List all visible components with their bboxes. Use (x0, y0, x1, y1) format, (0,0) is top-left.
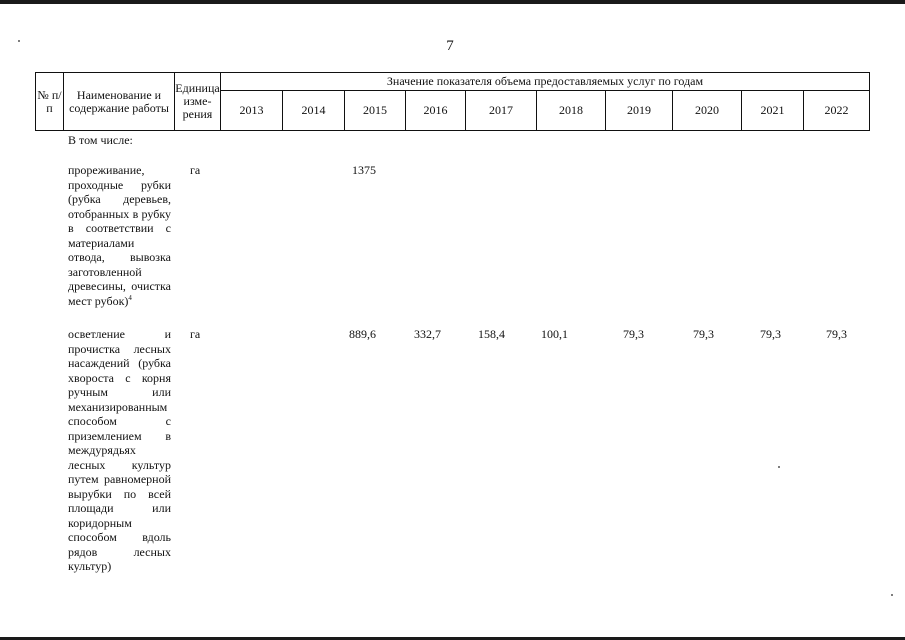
row-2-name: осветление и прочистка лесных насаждений (рубка хвороста с корня ручным или механизированным способом с приземлением в междурядьях лесных культур путем равномерной вырубки по всей площади или коридорным способом вдоль рядов лесных культур) (68, 327, 171, 573)
header-year: 2018 (537, 91, 606, 131)
row-2-value-2018: 100,1 (541, 327, 568, 341)
row-2-value-2017: 158,4 (478, 327, 505, 341)
row-2-unit: га (190, 327, 201, 341)
row-2-value-2016: 332,7 (414, 327, 441, 341)
header-num: № п/п (36, 73, 64, 131)
services-volume-table (35, 72, 870, 131)
header-year: 2014 (283, 91, 345, 131)
row-1-value-2015: 1375 (352, 163, 376, 177)
row-2-value-2015: 889,6 (349, 327, 376, 341)
row-2-value-2021: 79,3 (760, 327, 781, 341)
header-year: 2020 (673, 91, 742, 131)
row-2-value-2022: 79,3 (826, 327, 847, 341)
header-unit: Единица изме-рения (175, 73, 221, 131)
scan-speck (18, 40, 20, 42)
sub-label: В том числе: (68, 133, 133, 147)
header-year: 2017 (466, 91, 537, 131)
header-name: Наименование и содержание работы (64, 73, 175, 131)
footnote-marker: 4 (128, 293, 132, 302)
scan-speck (778, 466, 780, 468)
header-year: 2021 (742, 91, 804, 131)
header-year: 2022 (804, 91, 870, 131)
scan-top-border (0, 0, 905, 4)
header-year: 2013 (221, 91, 283, 131)
header-year: 2019 (606, 91, 673, 131)
row-2-value-2019: 79,3 (623, 327, 644, 341)
header-years-group: Значение показателя объема предоставляемых услуг по годам (221, 73, 870, 91)
page-number: 7 (446, 38, 454, 54)
header-year: 2016 (406, 91, 466, 131)
row-2-value-2020: 79,3 (693, 327, 714, 341)
header-year: 2015 (345, 91, 406, 131)
scan-speck (891, 594, 893, 596)
row-1-unit: га (190, 163, 201, 177)
row-1-name: прореживание, проходные рубки (рубка деревьев, отобранных в рубку в соответствии с материалами отвода, вывозка заготовленной древесины, очистка мест рубок)$^4$ (68, 163, 171, 308)
